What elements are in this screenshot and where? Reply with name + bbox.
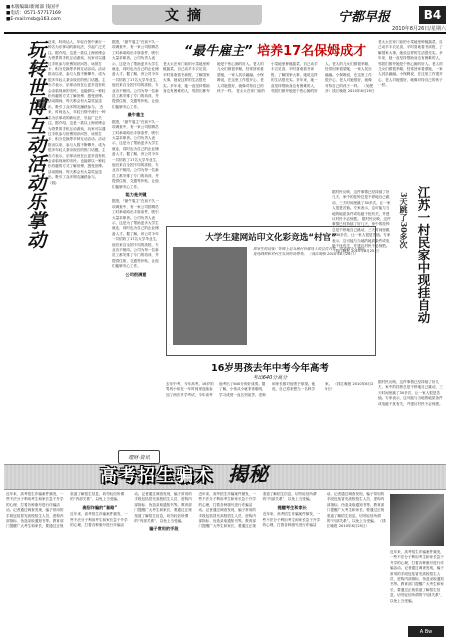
bottom-article-body	[6, 492, 386, 636]
left-byline: （钱)	[48, 180, 57, 185]
bottom-subhead: 骗子常用的手段	[149, 526, 179, 532]
page-code: B4	[419, 6, 446, 24]
logo-right	[408, 626, 444, 637]
section-banner: 文摘	[112, 5, 262, 25]
clock-byline: （钱江晚报 2010年8月25日）	[332, 249, 382, 254]
graduates-body-cont2: 据悉，“最牛雇主”在前不久一项调查中，有一家公司招聘员工时承诺给出丰厚条件，吸引大量求职者。公司负责人表示，这是为了帮助更多大学生就业，同时也为自己的企业储备人才。据了解，该公司今年一共招收了17名大学毕业生，他们来自全国不同的高校，专业各不相同。公司为每一位新员工都安排了专门的培训，并提供住宿、交通等补贴，让他们能够安心工作。	[112, 199, 160, 269]
exam-byline: （钱江晚报 2010年8月25日）	[325, 382, 374, 392]
exam-boy-subtitle: 考出640分高分	[252, 375, 288, 381]
bottom-right-photo	[390, 494, 444, 546]
contact-line: ■本版编辑/新闻部 钱国平	[6, 5, 60, 10]
graduates-body-cont: 据悉，“最牛雇主”在前不久一项调查中，有一家公司招聘员工时承诺给出丰厚条件，吸引大量求职者。公司负责人表示，这是为了帮助更多大学生就业，同时也为自己的企业储备人才。据了解，该公司今年一共招收了17名大学毕业生，他们来自全国不同的高校，专业各不相同。公司为每一位新员工都安排了专门的培训，并提供住宿、交通等补贴，让他们能够安心工作。	[112, 119, 160, 189]
clock-article-col1	[378, 40, 446, 190]
bottom-byline: （钱江晚报 2010年8月25日）	[326, 519, 386, 529]
main-headline	[150, 40, 400, 59]
graduates-subhead: 公司很满意	[125, 271, 147, 277]
main-body-text-cont: 老太太在家门前的小菜地里种植蔬菜，自己动手丰衣足食，平时喜欢看书读报，了解国家大事，她说这样的生活很充实。多年来，她一直坚持帮助身边有困难的人，邻居们都夸她是个热心肠的好人。老人的儿女们都很孝顺，经常回家看望她，一家人其乐融融。小保姆说，在这里工作很开心，老人对她很好，就像对待自己的孩子一样。	[236, 62, 372, 94]
dateline: 2010年8月26日/星期六	[392, 26, 446, 32]
graduates-article	[112, 40, 160, 460]
headline-text: 培养17名保姆成才	[257, 44, 367, 59]
left-body-text-cont: 近来，时尚达人、年轻白领中流行一种名为乐掌动的新玩法，引起广泛关注。据介绍，这是一款以上海世博会为背景的手机互动游戏，玩家可以通过手机参与世博知识问答、场馆打卡、积分兑换等多种互动活动。活动推出以来，参与人数不断攀升，成为很多年轻人茶余饭后的热门话题。主办方表示，乐掌动旨在让更多没有机会亲临现场的市民，也能够以一种轻松有趣的方式了解世博、感受世博。活动期间，每天都会有大量奖品送出，吸引了众多网友踊跃参与。	[48, 104, 106, 180]
right-lower-text	[378, 380, 446, 460]
clock-subheadline: 3天跳了30多次	[399, 192, 409, 249]
bottom-body-text: 近年来，高考招生诈骗案件频发，一些不法分子利用考生和家长急于升学的心理，打着各种旗号进行诈骗活动。记者通过调查发现，骗子常用的手段包括冒充高校招生人员、虚构内部指标、伪造录取通知书等。教育部门提醒广大考生和家长，要通过正规渠道了解招生信息，切勿轻信所谓的“内部关系”，以免上当受骗。	[6, 492, 125, 529]
header-rule	[4, 32, 446, 34]
logo-right-text: A Bw	[419, 628, 433, 635]
contact-line: ■E-mail:msb@163.com	[6, 17, 61, 22]
bottom-body-text-cont3: 近年来，高考招生诈骗案件频发，一些不法分子利用考生和家长急于升学的心理，打着各种旗号进行诈骗活动。记者通过调查发现，骗子常用的手段包括冒充高校招生人员、虚构内部指标、伪造录取通知书等。教育部门提醒广大考生和家长，要通过正规渠道了解招生信息，切勿轻信所谓的“内部关系”，以免上当受骗。	[262, 492, 385, 528]
bottom-banner	[4, 464, 446, 490]
graduates-subhead: 能力是关键	[125, 191, 147, 197]
clock-body-text-cont: 据村民反映，这件事情已经持续了好几天，家中的挂钟总是不停地自己跳动，三天时间里跳了30多次，让一家人很是苦恼。专家表示，这可能与当地的地质条件或电磁干扰有关，并建议村民不必惊慌。	[332, 217, 391, 249]
bottom-right-text	[390, 550, 446, 622]
village-photo	[173, 247, 247, 345]
left-body-text: 近来，时尚达人、年轻白领中流行一种名为乐掌动的新玩法，引起广泛关注。据介绍，这是一款以上海世博会为背景的手机互动游戏，玩家可以通过手机参与世博知识问答、场馆打卡、积分兑换等多种互动活动。活动推出以来，参与人数不断攀升，成为很多年轻人茶余饭后的热门话题。主办方表示，乐掌动旨在让更多没有机会亲临现场的市民，也能够以一种轻松有趣的方式了解世博、感受世博。活动期间，每天都会有大量奖品送出，吸引了众多网友踊跃参与。	[48, 40, 106, 109]
logo-left	[118, 450, 160, 464]
clock-headline: 江苏一村民家中现挂自动	[416, 186, 431, 324]
village-box-title: 大学生建网站印文化彩竞选“村官”	[205, 233, 337, 243]
bottom-body-text-cont2: 近年来，高考招生诈骗案件频发，一些不法分子利用考生和家长急于升学的心理，打着各种旗号进行诈骗活动。记者通过调查发现，骗子常用的手段包括冒充高校招生人员、虚构内部指标、伪造录取通知书等。教育部门提醒广大考生和家长，要通过正规渠道了解招生信息，切勿轻信所谓的“内部关系”，以免上当受骗。	[198, 492, 317, 529]
bottom-subhead: 提醒考生和家长	[277, 504, 307, 510]
graduates-subhead: 最牛雇主	[127, 112, 145, 118]
graduates-body: 据悉，“最牛雇主”在前不久一项调查中，有一家公司招聘员工时承诺给出丰厚条件，吸引大量求职者。公司负责人表示，这是为了帮助更多大学生就业，同时也为自己的企业储备人才。据了解，该公司今年一共招收了17名大学毕业生，他们来自全国不同的高校，专业各不相同。公司为每一位新员工都安排了专门的培训，并提供住宿、交通等补贴，让他们能够安心工作。	[112, 40, 160, 109]
left-vertical-title: 玩转世博互动活动乐掌动	[24, 40, 46, 249]
right-lower-body: 据村民反映，这件事情已经持续了好几天，家中的挂钟总是不停地自己跳动，三天时间里跳了30多次，让一家人很是苦恼。专家表示，这可能与当地的地质条件或电磁干扰有关，并建议村民不必惊慌。	[378, 380, 443, 406]
bottom-headline-script: 揭秘	[228, 462, 268, 486]
masthead: 宁都早报	[338, 10, 391, 25]
left-column-body	[48, 40, 106, 460]
main-byline: （吴俊彦）钱江晚报 2010年8月25日	[325, 83, 375, 94]
bottom-headline: 高考招生骗术	[100, 466, 214, 486]
exam-body-text: 去年中考，今年高考。16岁的男孩小伟在一年时间里连续参加了两次升学考试，今年高考他考出了640分的好成绩。据了解，小伟从小就非常聪明，学习成绩一直名列前茅，老师和家长都对他寄予厚望。他说，自己将来想当一名科学家。	[166, 382, 333, 397]
contact-line: ■电话：0571-57717169	[6, 11, 61, 16]
village-caption-text: 周家生的这张广告牌上是当地村官候选人的宣传内容，内容有个人简历、竞选纲领和对村庄发展的设想等。	[253, 247, 368, 257]
main-body-text: 老太太在家门前的小菜地里种植蔬菜，自己动手丰衣足食，平时喜欢看书读报，了解国家大事，她说这样的生活很充实。多年来，她一直坚持帮助身边有困难的人，邻居们都夸她是个热心肠的好人。老人的儿女们都很孝顺，经常回家看望她，一家人其乐融融。小保姆说，在这里工作很开心，老人对她很好，就像对待自己的孩子一样。	[163, 62, 264, 94]
exam-boy-title: 16岁男孩去年中考今年高考	[211, 363, 329, 374]
contact-info	[6, 5, 118, 23]
bottom-body-text-cont: 近年来，高考招生诈骗案件频发，一些不法分子利用考生和家长急于升学的心理，打着各种旗号进行诈骗活动。记者通过调查发现，骗子常用的手段包括冒充高校招生人员、虚构内部指标、伪造录取通知书等。教育部门提醒广大考生和家长，要通过正规渠道了解招生信息，切勿轻信所谓的“内部关系”，以免上当受骗。	[70, 492, 192, 528]
headline-kicker: “最牛雇主”	[183, 44, 253, 59]
logo-left-text: 理财·资讯	[128, 454, 150, 461]
bottom-subhead: 高招诈骗的“套路”	[82, 504, 118, 510]
right-top-text: 老太太在家门前的小菜地里种植蔬菜，自己动手丰衣足食，平时喜欢看书读报，了解国家大事，她说这样的生活很充实。多年来，她一直坚持帮助身边有困难的人，邻居们都夸她是个热心肠的好人。老人的儿女们都很孝顺，经常回家看望她，一家人其乐融融。小保姆说，在这里工作很开心，老人对她很好，就像对待自己的孩子一样。	[378, 40, 443, 88]
bottom-right-body: 近年来，高考招生诈骗案件频发，一些不法分子利用考生和家长急于升学的心理，打着各种旗号进行诈骗活动。记者通过调查发现，骗子常用的手段包括冒充高校招生人员、虚构内部指标、伪造录取通知书等。教育部门提醒广大考生和家长，要通过正规渠道了解招生信息，切勿轻信所谓的“内部关系”，以免上当受骗。	[390, 550, 445, 603]
clock-body-text: 据村民反映，这件事情已经持续了好几天，家中的挂钟总是不停地自己跳动，三天时间里跳了30多次，让一家人很是苦恼。专家表示，这可能与当地的地质条件或电磁干扰有关，并建议村民不必惊慌。	[332, 190, 391, 222]
village-credit: （钱江晚报 2010年8月26日）	[308, 252, 358, 257]
